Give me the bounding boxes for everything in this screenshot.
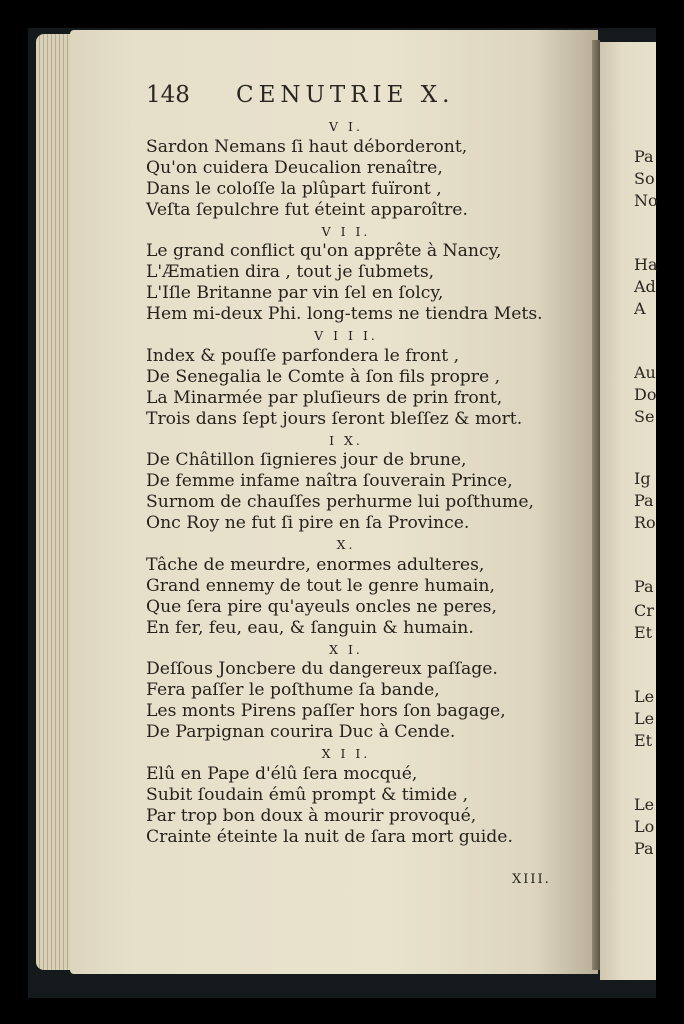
verse-line: Le grand conflict qu'on apprête à Nancy,	[146, 241, 502, 262]
verse-line: Que ſera pire qu'ayeuls oncles ne peres,	[146, 596, 497, 617]
running-head: CENUTRIE X.	[236, 82, 455, 108]
right-page-fragment: Le	[634, 687, 655, 706]
catchword: XIII.	[512, 872, 551, 887]
verse-line: Deſſous Joncbere du dangereux paſſage.	[146, 659, 498, 680]
page-header	[146, 82, 566, 114]
right-page-fragment: Pa	[634, 839, 654, 858]
quatrain	[146, 534, 546, 639]
verse-line: Elû en Pape d'élû ſera mocqué,	[146, 763, 418, 784]
right-page-fragment: Se	[634, 407, 655, 426]
right-page-fragment: Au	[634, 363, 656, 382]
quatrain-numeral: X I.	[329, 641, 363, 657]
verse-line: Hem mi-deux Phi. long-tems ne tiendra Mets.	[146, 304, 543, 325]
verse-line: Index & pouſſe parfondera le front ,	[146, 345, 460, 366]
quatrain	[146, 743, 546, 848]
quatrain	[146, 116, 546, 221]
quatrain-numeral: V I I I.	[314, 328, 378, 344]
verse-line: Qu'on cuidera Deucalion renaître,	[146, 157, 443, 178]
quatrain	[146, 221, 546, 326]
right-page-fragment: Ro	[634, 513, 656, 532]
verse-line: Dans le coloſſe la plûpart fuïront ,	[146, 178, 442, 199]
page-number: 148	[146, 82, 190, 108]
right-page-fragment: Cr	[634, 601, 654, 620]
verse-line: De Senegalia le Comte à ſon fils propre ,	[146, 366, 501, 387]
verse-line: Grand ennemy de tout le genre humain,	[146, 575, 495, 596]
verse-line: La Minarmée par pluſieurs de prin front,	[146, 387, 503, 408]
verse-line: Crainte éteinte la nuit de ſara mort guide.	[146, 826, 513, 847]
verse-line: L'Æmatien dira , tout je ſubmets,	[146, 262, 435, 283]
verse-line: Surnom de chauſſes perhurme lui poſthume,	[146, 492, 534, 513]
quatrain-numeral: X I I.	[321, 746, 371, 762]
quatrain	[146, 639, 546, 744]
right-page-fragment: Pa	[634, 577, 654, 596]
quatrain-numeral: X.	[336, 537, 356, 553]
right-page-fragment: So	[634, 169, 655, 188]
right-page-fragment: Pa	[634, 147, 654, 166]
verse-line: Fera paſſer le poſthume ſa bande,	[146, 680, 440, 701]
verse-line: Sardon Nemans ſi haut déborderont,	[146, 136, 468, 157]
right-page-fragment: Le	[634, 709, 655, 728]
right-page-fragment: Pa	[634, 491, 654, 510]
verse-line: Trois dans ſept jours ſeront bleſſez & mort.	[146, 408, 523, 429]
right-page-fragment: Et	[634, 623, 653, 642]
verse-line: Onc Roy ne fut ſi pire en ſa Province.	[146, 513, 470, 534]
verse-line: Tâche de meurdre, enormes adulteres,	[146, 554, 485, 575]
verse-line: L'Iſle Britanne par vin ſel en ſolcy,	[146, 283, 444, 304]
quatrain	[146, 430, 546, 535]
quatrain-numeral: I X.	[329, 432, 363, 448]
right-page-fragment: Lo	[634, 817, 655, 836]
right-page-fragment: Et	[634, 731, 653, 750]
verse-line: Les monts Pirens paſſer hors ſon bagage,	[146, 701, 506, 722]
verse-line: En fer, feu, eau, & ſanguin & humain.	[146, 617, 474, 638]
verse-line: Veſta ſepulchre fut éteint apparoître.	[146, 199, 468, 220]
verse-line: Par trop bon doux à mourir provoqué,	[146, 805, 477, 826]
right-page-fragment: Do	[634, 385, 657, 404]
quatrain	[146, 325, 546, 430]
verse-line: De Parpignan courira Duc à Cende.	[146, 722, 456, 743]
verse-line: Subit ſoudain émû prompt & timide ,	[146, 784, 469, 805]
right-page-fragment: Ha	[634, 255, 658, 274]
right-page-fragment: Le	[634, 795, 655, 814]
right-page-fragment: No	[634, 191, 658, 210]
right-page-fragment: Ad	[634, 277, 656, 296]
book-gutter	[592, 40, 600, 970]
verse-line: De Châtillon ſignieres jour de brune,	[146, 450, 467, 471]
right-page-fragment: A	[634, 299, 646, 318]
quatrain-numeral: V I.	[329, 119, 363, 134]
quatrain-list	[146, 116, 546, 848]
quatrain-numeral: V I I.	[321, 223, 371, 239]
right-page-fragment: Ig	[634, 469, 651, 488]
verse-line: De femme infame naîtra ſouverain Prince,	[146, 471, 513, 492]
